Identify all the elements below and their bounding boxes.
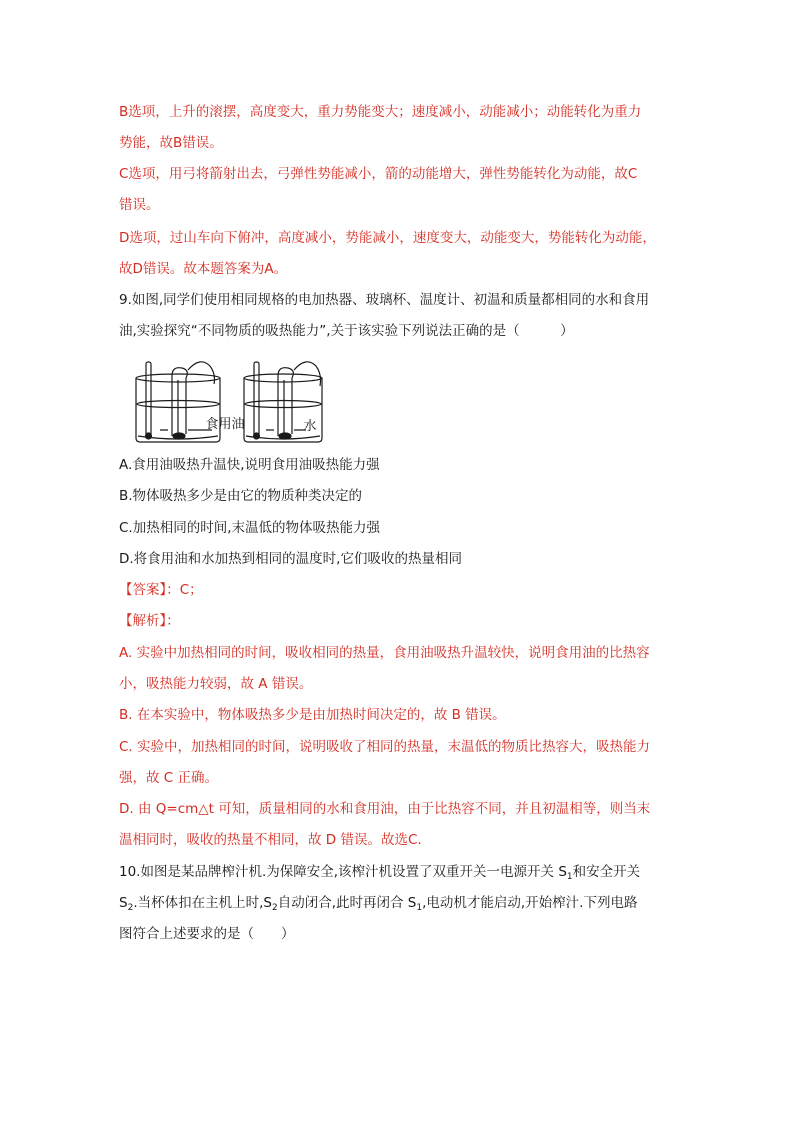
answer-value: ：C； <box>166 582 203 598</box>
q9-figure-label-oil: 食用油 <box>205 417 245 432</box>
q9-option-b: B.物体吸热多少是由它的物质种类决定的 <box>119 488 363 504</box>
q9-figure-beakers <box>128 356 328 448</box>
answer-label: 【答案】 <box>119 582 167 598</box>
prev-d-line-2: 故D错误。故本题答案为A。 <box>119 261 288 277</box>
q10-stem-line-3: 图符合上述要求的是（ ） <box>119 926 295 942</box>
q9-analysis-d-line-2: 温相同时，吸收的热量不相同，故 D 错误。故选C. <box>119 832 422 848</box>
q9-option-a: A.食用油吸热升温快,说明食用油吸热能力强 <box>119 457 380 473</box>
q9-analysis-a-line-1: A. 实验中加热相同的时间，吸收相同的热量，食用油吸热升温较快，说明食用油的比热容 <box>119 645 650 661</box>
q10-line2-end: ,电动机才能启动,开始榨汁.下列电路 <box>422 895 638 911</box>
q9-analysis-a-line-2: 小，吸热能力较弱，故 A 错误。 <box>119 676 313 692</box>
q9-answer <box>119 580 203 600</box>
analysis-colon: ： <box>166 613 180 629</box>
q9-analysis-d-line-1: D. 由 Q=cm△t 可知，质量相同的水和食用油，由于比热容不同，并且初温相等，则当末 <box>119 801 651 817</box>
q10-line1-end: 和安全开关 <box>572 864 641 880</box>
q10-line2-s: S <box>119 895 128 911</box>
q10-line2-sub: 2 <box>127 903 134 913</box>
q10-stem-line-1 <box>119 862 640 882</box>
prev-b-line-1: B选项，上升的滚摆，高度变大，重力势能变大；速度减小，动能减小；动能转化为重力 <box>119 104 642 120</box>
q9-analysis-heading <box>119 611 180 631</box>
prev-c-line-1: C选项，用弓将箭射出去，弓弹性势能减小，箭的动能增大，弹性势能转化为动能，故C <box>119 166 638 182</box>
prev-b-line-2: 势能，故B错误。 <box>119 135 223 151</box>
q9-stem-line-1: 9.如图,同学们使用相同规格的电加热器、玻璃杯、温度计、初温和质量都相同的水和食用 <box>119 292 650 308</box>
q10-line1-text: 10.如图是某品牌榨汁机.为保障安全,该榨汁机设置了双重开关一电源开关 S <box>119 864 567 880</box>
analysis-label: 【解析】 <box>119 613 167 629</box>
prev-c-line-2: 错误。 <box>119 197 160 213</box>
q10-line2-mid: .当杯体扣在主机上时,S <box>133 895 272 911</box>
q10-line2-sub2: 2 <box>271 903 278 913</box>
q9-figure-label-water: 水 <box>303 419 317 434</box>
q9-option-c: C.加热相同的时间,末温低的物体吸热能力强 <box>119 520 381 536</box>
q10-stem-line-2 <box>119 893 637 913</box>
prev-d-line-1: D选项，过山车向下俯冲，高度减小，势能减小，速度变大，动能变大，势能转化为动能， <box>119 230 656 246</box>
q9-analysis-c-line-2: 强，故 C 正确。 <box>119 770 219 786</box>
q9-stem-line-2: 油,实验探究“不同物质的吸热能力”,关于该实验下列说法正确的是（ ） <box>119 323 574 339</box>
q9-option-d: D.将食用油和水加热到相同的温度时,它们吸收的热量相同 <box>119 551 462 567</box>
q10-line2-mid2: 自动闭合,此时再闭合 S <box>277 895 417 911</box>
q9-analysis-c-line-1: C. 实验中，加热相同的时间，说明吸收了相同的热量，末温低的物质比热容大，吸热能力 <box>119 739 651 755</box>
q10-line2-sub3: 1 <box>416 903 423 913</box>
q10-line1-sub: 1 <box>566 872 573 882</box>
q9-analysis-b-line: B. 在本实验中，物体吸热多少是由加热时间决定的，故 B 错误。 <box>119 707 506 723</box>
